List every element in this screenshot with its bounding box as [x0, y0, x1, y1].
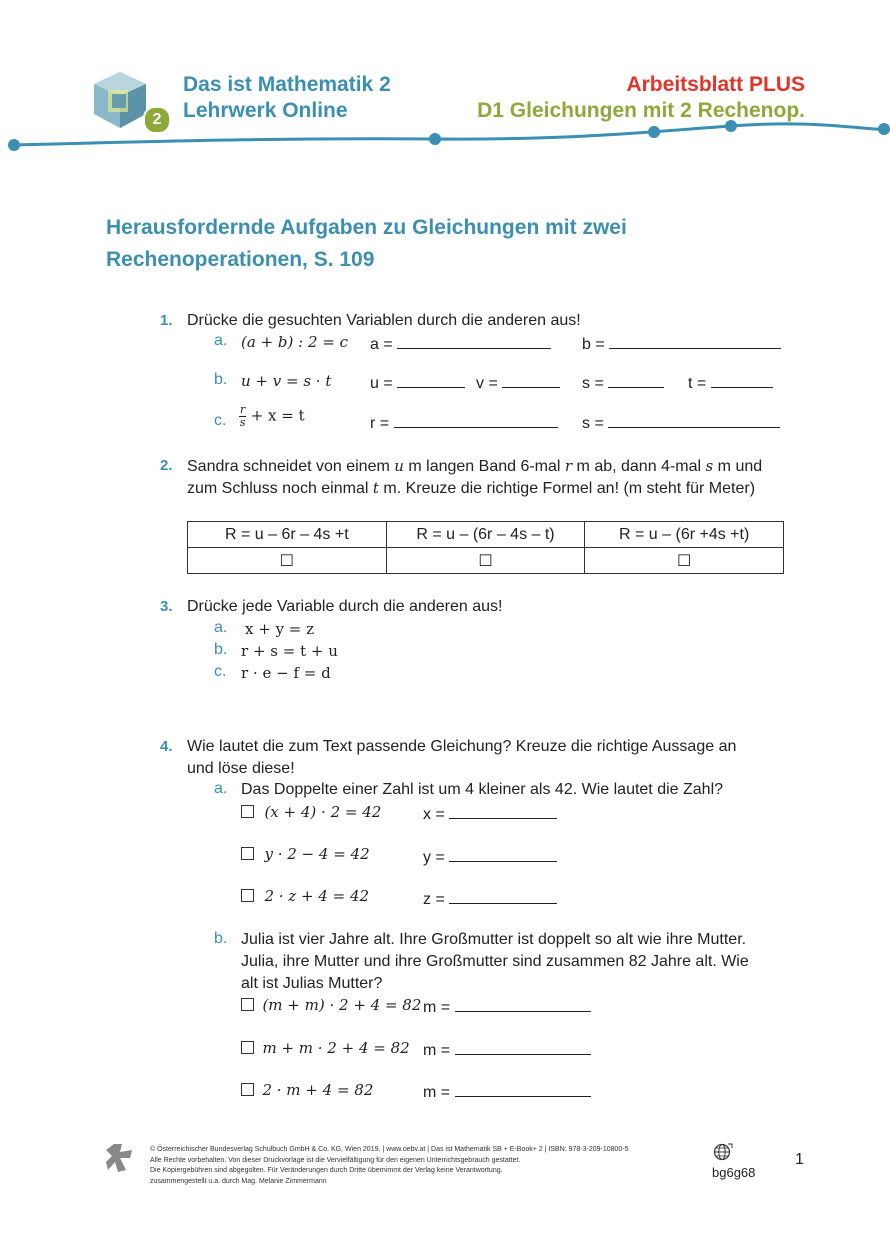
- q1-text: Drücke die gesuchten Variablen durch die anderen aus!: [187, 312, 581, 329]
- q4b-text-line2: Julia, ihre Mutter und ihre Großmutter sind zusammen 82 Jahre alt. Wie: [241, 953, 749, 970]
- q4b-field-2[interactable]: m =: [423, 1038, 591, 1062]
- q4b-checkbox-3[interactable]: [241, 1083, 254, 1096]
- q1a-equation: (a + b) : 2 = c: [241, 333, 348, 351]
- q1a-field-b[interactable]: b =: [582, 332, 781, 356]
- q3b-equation: r + s = t + u: [241, 642, 338, 660]
- q1a-field-a[interactable]: a =: [370, 332, 551, 356]
- q2-option-1: R = u – 6r – 4s +t: [188, 522, 387, 548]
- footer-copyright: © Österreichischer Bundesverlag Schulbuch GmbH & Co. KG, Wien 2019. | www.oebv.at | Das ist Mathematik SB + E-Book+ 2 | ISBN: 978-3-209-10800-5 Alle Rechte vorbehalten. Von dieser Druckvorlage ist die Vervielfältigung für den eigenen Unterrichtsgebrauch gestattet. Die Kopiergebühren sind abgegolten. Für Veränderungen durch Dritte übernimmt der Verlag keine Verantwortung. zusammengestellt u.a. durch Mag. Melanie Zimmermann: [150, 1146, 629, 1185]
- q1b-field-s[interactable]: s =: [582, 371, 664, 395]
- q3a-equation: x + y = z: [245, 620, 315, 638]
- q3-number: 3.: [160, 598, 173, 615]
- q2-text-line2: zum Schluss noch einmal t m. Kreuze die richtige Formel an! (m steht für Meter): [187, 479, 756, 497]
- q4b-text-line1: Julia ist vier Jahre alt. Ihre Großmutter ist doppelt so alt wie ihre Mutter.: [241, 931, 747, 948]
- q1b-equation: u + v = s · t: [241, 372, 332, 390]
- q4a-checkbox-3[interactable]: [241, 889, 254, 902]
- globe-icon[interactable]: [713, 1142, 733, 1162]
- q4a-text: Das Doppelte einer Zahl ist um 4 kleiner als 42. Wie lautet die Zahl?: [241, 781, 724, 798]
- q2-checkbox-3[interactable]: ☐: [676, 552, 692, 570]
- q4-text-line1: Wie lautet die zum Text passende Gleichung? Kreuze die richtige Aussage an: [187, 738, 737, 755]
- worksheet-title: [477, 72, 805, 124]
- page-title: Herausfordernde Aufgaben zu Gleichungen mit zwei Rechenoperationen, S. 109: [106, 216, 627, 271]
- q3c-equation: r · e − f = d: [241, 664, 331, 682]
- q2-option-2: R = u – (6r – 4s – t): [386, 522, 585, 548]
- q1-number: 1.: [160, 312, 173, 329]
- q4a-option-3[interactable]: 2 · z + 4 = 42: [241, 887, 369, 906]
- q2-number: 2.: [160, 457, 173, 474]
- q4b-text-line3: alt ist Julias Mutter?: [241, 975, 383, 992]
- q4b-field-3[interactable]: m =: [423, 1080, 591, 1104]
- q4-number: 4.: [160, 738, 173, 755]
- q1c-field-s[interactable]: s =: [582, 411, 780, 435]
- q1c-fraction: $\frac{r}{s}$: [239, 403, 246, 429]
- q1b-field-v[interactable]: v =: [476, 371, 560, 395]
- q2-checkbox-1[interactable]: ☐: [279, 552, 294, 570]
- q4b-checkbox-2[interactable]: [241, 1041, 254, 1054]
- q4b-checkbox-1[interactable]: [241, 998, 254, 1011]
- q4a-field-1[interactable]: x =: [423, 802, 557, 826]
- q3-text: Drücke jede Variable durch die anderen aus!: [187, 598, 503, 615]
- q1c-equation: $\frac{r}{s}$ + x = t: [239, 403, 305, 429]
- q3c-label: c.: [214, 663, 227, 680]
- q2-formula-table: [187, 521, 784, 574]
- q4a-label: a.: [214, 780, 228, 797]
- q1c-field-r[interactable]: r =: [370, 411, 558, 435]
- q4b-option-3[interactable]: 2 · m + 4 = 82: [241, 1081, 373, 1100]
- q4-text-line2: und löse diese!: [187, 760, 295, 777]
- q4b-field-1[interactable]: m =: [423, 995, 591, 1019]
- brand-subtitle: Lehrwerk Online: [183, 99, 348, 122]
- page-number: 1: [795, 1151, 804, 1168]
- q4a-checkbox-2[interactable]: [241, 847, 254, 860]
- q1c-label: c.: [214, 412, 227, 429]
- worksheet-type: Arbeitsblatt PLUS: [626, 73, 805, 96]
- q2-text-line1: Sandra schneidet von einem u m langen Band 6-mal r m ab, dann 4-mal s m und: [187, 457, 763, 475]
- q1a-label: a.: [214, 332, 228, 349]
- q2-checkbox-2[interactable]: ☐: [478, 552, 493, 570]
- brand: [183, 72, 391, 124]
- publisher-logo-icon: [104, 1142, 136, 1174]
- q1b-label: b.: [214, 371, 228, 388]
- q4a-option-2[interactable]: y · 2 − 4 = 42: [241, 845, 370, 864]
- q2-option-3: R = u – (6r +4s +t): [585, 522, 784, 548]
- q4b-label: b.: [214, 930, 228, 947]
- logo-badge: 2: [143, 106, 171, 134]
- worksheet-topic: D1 Gleichungen mit 2 Rechenop.: [477, 99, 805, 122]
- q3b-label: b.: [214, 641, 228, 658]
- q4a-field-3[interactable]: z =: [423, 887, 557, 911]
- q1b-field-t[interactable]: t =: [688, 371, 773, 395]
- q3a-label: a.: [214, 619, 228, 636]
- brand-title: Das ist Mathematik 2: [183, 73, 391, 96]
- q4a-checkbox-1[interactable]: [241, 805, 254, 818]
- q1b-field-u[interactable]: u =: [370, 371, 465, 395]
- q4a-field-2[interactable]: y =: [423, 845, 557, 869]
- q4b-option-2[interactable]: m + m · 2 + 4 = 82: [241, 1039, 410, 1058]
- q4b-option-1[interactable]: (m + m) · 2 + 4 = 82: [241, 996, 421, 1015]
- q4a-option-1[interactable]: (x + 4) · 2 = 42: [241, 803, 381, 822]
- online-code[interactable]: bg6g68: [712, 1165, 756, 1180]
